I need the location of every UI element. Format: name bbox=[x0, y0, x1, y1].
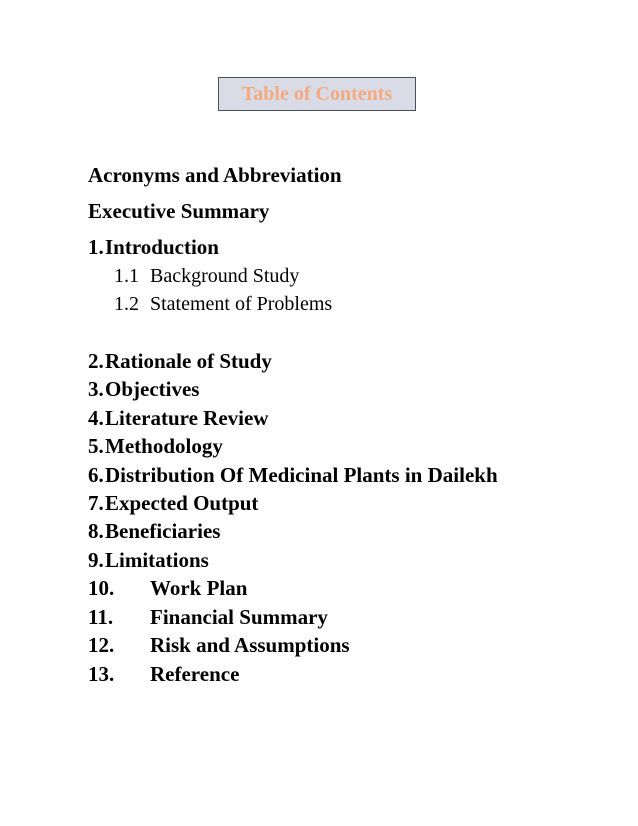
toc-item-label: Distribution Of Medicinal Plants in Dailekh bbox=[105, 463, 498, 487]
toc-subitem-label: Statement of Problems bbox=[150, 293, 333, 315]
toc-item-number: 2. bbox=[88, 349, 104, 373]
toc-item-limitations bbox=[88, 546, 209, 574]
toc-item-introduction bbox=[88, 233, 219, 261]
toc-item-number: 10. bbox=[88, 576, 115, 600]
toc-item-objectives bbox=[88, 375, 199, 403]
toc-subitem-number: 1.2 bbox=[114, 293, 139, 315]
toc-item-expected-output bbox=[88, 489, 258, 517]
toc-item-literature-review bbox=[88, 404, 268, 432]
toc-item-methodology bbox=[88, 432, 223, 460]
toc-item-number: 4. bbox=[88, 406, 104, 430]
toc-item-number: 11. bbox=[88, 605, 114, 629]
toc-item-label: Limitations bbox=[105, 548, 209, 572]
toc-item-label: Expected Output bbox=[105, 491, 259, 515]
toc-item-number: 7. bbox=[88, 491, 104, 515]
toc-item-number: 3. bbox=[88, 377, 104, 401]
toc-item-number: 13. bbox=[88, 662, 115, 686]
toc-item-risk-assumptions bbox=[88, 631, 350, 659]
toc-item-label: Rationale of Study bbox=[105, 349, 272, 373]
toc-item-number: 12. bbox=[88, 633, 115, 657]
toc-title: Table of Contents bbox=[241, 82, 393, 105]
toc-item-work-plan bbox=[88, 574, 247, 602]
toc-item-label: Work Plan bbox=[150, 576, 248, 600]
toc-item-label: Risk and Assumptions bbox=[150, 633, 350, 657]
toc-item-label: Objectives bbox=[105, 377, 200, 401]
toc-item-number: 5. bbox=[88, 434, 104, 458]
toc-item-reference bbox=[88, 660, 239, 688]
toc-item-number: 1. bbox=[88, 235, 104, 259]
toc-item-label: Beneficiaries bbox=[105, 519, 221, 543]
toc-subitem-statement-of-problems bbox=[114, 290, 332, 318]
toc-item-distribution bbox=[88, 461, 498, 489]
toc-subitem-background-study bbox=[114, 262, 299, 290]
toc-item-number: 6. bbox=[88, 463, 104, 487]
toc-item-beneficiaries bbox=[88, 517, 220, 545]
toc-item-executive-summary: Executive Summary bbox=[88, 199, 270, 223]
toc-item-label: Financial Summary bbox=[150, 605, 328, 629]
toc-subitem-label: Background Study bbox=[150, 265, 300, 287]
toc-item-label: Methodology bbox=[105, 434, 223, 458]
toc-item-acronyms: Acronyms and Abbreviation bbox=[88, 163, 342, 187]
toc-item-label: Introduction bbox=[105, 235, 219, 259]
toc-item-number: 8. bbox=[88, 519, 104, 543]
toc-title-box bbox=[218, 77, 416, 111]
toc-item-label: Reference bbox=[150, 662, 240, 686]
toc-subitem-number: 1.1 bbox=[114, 265, 139, 287]
toc-item-rationale bbox=[88, 347, 272, 375]
toc-item-number: 9. bbox=[88, 548, 104, 572]
toc-item-financial-summary bbox=[88, 603, 328, 631]
toc-item-label: Literature Review bbox=[105, 406, 269, 430]
